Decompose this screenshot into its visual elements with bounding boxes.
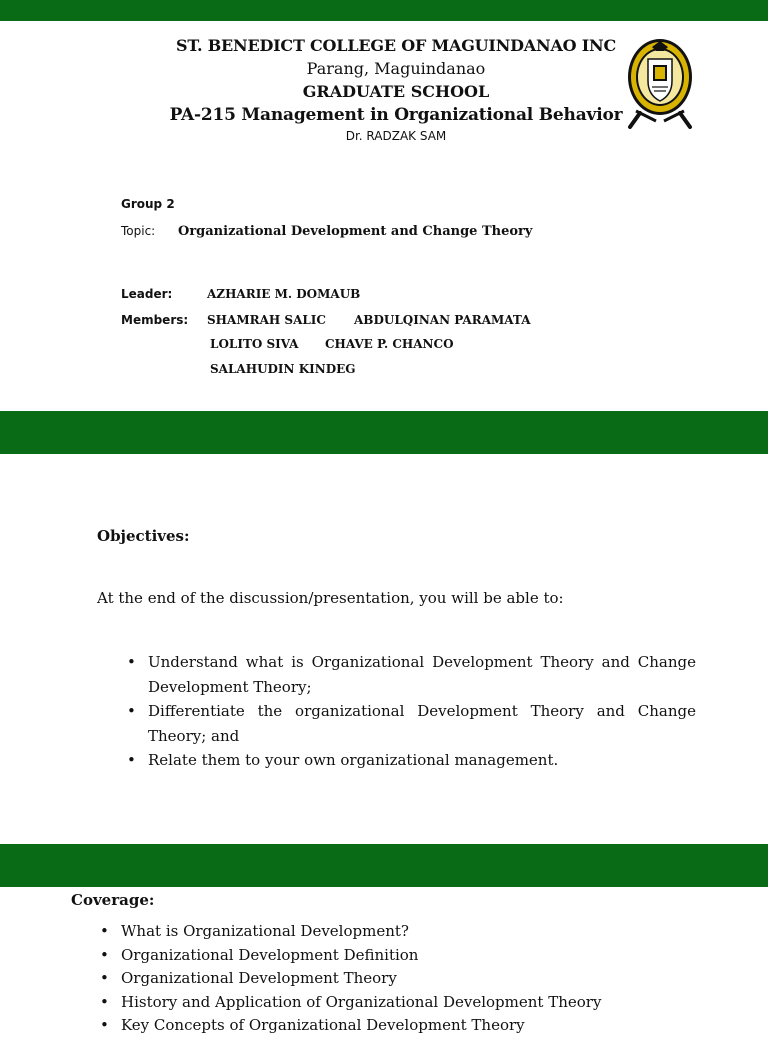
top-green-band bbox=[0, 0, 768, 21]
objectives-list bbox=[125, 650, 696, 773]
list-item: • Organizational Development Definition bbox=[98, 944, 718, 968]
coverage-list bbox=[98, 920, 718, 1038]
group-name: Group 2 bbox=[121, 197, 175, 211]
page-separator-band bbox=[0, 844, 768, 887]
coverage-heading: Coverage: bbox=[71, 891, 155, 909]
school-name: GRADUATE SCHOOL bbox=[302, 82, 490, 101]
college-name: ST. BENEDICT COLLEGE OF MAGUINDANAO INC bbox=[175, 36, 617, 55]
member-name: CHAVE P. CHANCO bbox=[325, 337, 454, 351]
member-name: SHAMRAH SALIC bbox=[207, 313, 326, 327]
member-name: LOLITO SIVA bbox=[210, 337, 299, 351]
professor-name: Dr. RADZAK SAM bbox=[345, 129, 447, 143]
member-name: ABDULQINAN PARAMATA bbox=[354, 313, 531, 327]
list-item: • What is Organizational Development? bbox=[98, 920, 718, 944]
list-item: • History and Application of Organizational Development Theory bbox=[98, 991, 718, 1015]
list-item: • Relate them to your own organizational management. bbox=[125, 748, 696, 773]
list-item: • Understand what is Organizational Development Theory and Change Development Theory; bbox=[125, 650, 696, 699]
college-location: Parang, Maguindanao bbox=[306, 59, 486, 78]
list-item: • Key Concepts of Organizational Development Theory bbox=[98, 1014, 718, 1038]
member-name: SALAHUDIN KINDEG bbox=[210, 362, 356, 376]
page-separator-band bbox=[0, 411, 768, 454]
leader-name: AZHARIE M. DOMAUB bbox=[207, 287, 361, 301]
list-item: • Differentiate the organizational Development Theory and Change Theory; and bbox=[125, 699, 696, 748]
topic-value: Organizational Development and Change Theory bbox=[178, 224, 533, 239]
list-item: • Organizational Development Theory bbox=[98, 967, 718, 991]
college-seal-icon bbox=[626, 33, 694, 129]
course-title: PA-215 Management in Organizational Behavior bbox=[169, 105, 623, 125]
members-label: Members: bbox=[121, 313, 189, 327]
objectives-heading: Objectives: bbox=[97, 527, 190, 545]
leader-label: Leader: bbox=[121, 287, 173, 301]
objectives-intro: At the end of the discussion/presentation, you will be able to: bbox=[97, 589, 564, 607]
topic-label: Topic: bbox=[121, 224, 156, 238]
